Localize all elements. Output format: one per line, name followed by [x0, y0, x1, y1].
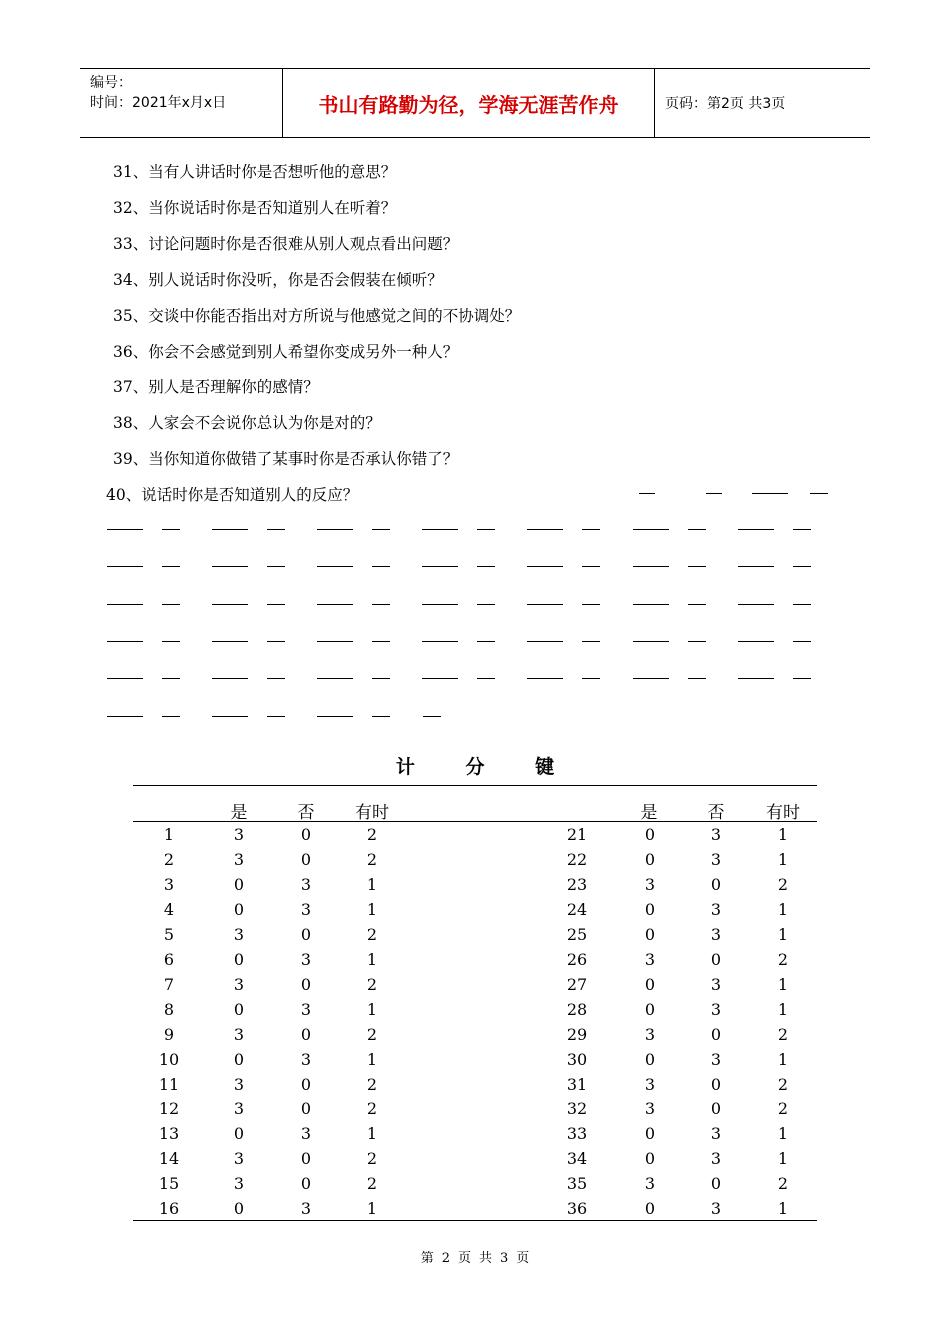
score-value: 0 [644, 825, 656, 844]
dash-line [267, 641, 285, 642]
score-value: 0 [644, 1199, 656, 1219]
score-value: 3 [644, 949, 656, 969]
score-value: 0 [710, 1074, 722, 1094]
header-meta [90, 73, 226, 113]
dash-line [582, 678, 600, 679]
score-value: 0 [300, 924, 312, 944]
question-item: 35、交谈中你能否指出对方所说与他感觉之间的不协调处？ [113, 306, 521, 325]
item-number: 4 [163, 899, 175, 919]
score-value: 0 [644, 849, 656, 869]
scoring-title-char: 分 [465, 756, 485, 778]
item-number: 13 [158, 1124, 180, 1144]
scoring-title-char: 键 [535, 756, 555, 778]
dash-line [422, 529, 458, 530]
scoring-title [0, 752, 950, 779]
dash-line [706, 493, 722, 494]
dash-line [422, 604, 458, 605]
dash-line [107, 716, 143, 717]
score-value: 2 [366, 849, 378, 869]
score-value: 3 [233, 1074, 245, 1094]
score-value: 3 [710, 825, 722, 844]
score-value: 0 [300, 1149, 312, 1169]
item-number: 15 [158, 1174, 180, 1194]
dash-line [372, 604, 390, 605]
dash-line [372, 678, 390, 679]
score-value: 3 [300, 999, 312, 1019]
item-number: 5 [163, 924, 175, 944]
item-number: 26 [566, 949, 588, 969]
dash-line [317, 566, 353, 567]
footer-text: 共 [479, 1251, 493, 1266]
item-number: 30 [566, 1049, 588, 1069]
score-value: 3 [710, 1149, 722, 1169]
item-number: 11 [158, 1074, 180, 1094]
score-value: 3 [710, 999, 722, 1019]
footer-page-number: 2 [441, 1251, 450, 1266]
score-value: 2 [366, 1074, 378, 1094]
score-value: 3 [710, 974, 722, 994]
score-value: 2 [777, 949, 789, 969]
dash-line [107, 641, 143, 642]
score-value: 1 [777, 849, 789, 869]
score-value: 3 [300, 949, 312, 969]
dash-line [212, 716, 248, 717]
score-value: 0 [233, 874, 245, 894]
dash-line [793, 566, 811, 567]
score-value: 1 [777, 974, 789, 994]
dash-line [372, 566, 390, 567]
item-number: 8 [163, 999, 175, 1019]
column-header: 是 [640, 803, 658, 823]
id-label: 编号： [90, 75, 132, 91]
column-header: 否 [707, 803, 725, 823]
footer-text: 第 [420, 1251, 434, 1266]
score-value: 1 [366, 1199, 378, 1219]
score-value: 0 [300, 1074, 312, 1094]
item-number: 28 [566, 999, 588, 1019]
question-item: 33、讨论问题时你是否很难从别人观点看出问题？ [113, 234, 459, 253]
score-value: 3 [710, 924, 722, 944]
score-value: 1 [366, 949, 378, 969]
dash-line [527, 678, 563, 679]
dash-line [582, 604, 600, 605]
score-value: 1 [366, 999, 378, 1019]
item-number: 1 [163, 825, 175, 844]
score-value: 1 [777, 1149, 789, 1169]
score-value: 3 [644, 874, 656, 894]
dash-line [688, 641, 706, 642]
dash-line [317, 716, 353, 717]
dash-line [738, 678, 774, 679]
item-number: 25 [566, 924, 588, 944]
question-item: 34、别人说话时你没听，你是否会假装在倾听？ [113, 270, 443, 289]
page-footer [0, 1247, 950, 1266]
score-value: 2 [777, 1074, 789, 1094]
score-value: 0 [710, 874, 722, 894]
score-value: 0 [233, 899, 245, 919]
question-item: 38、人家会不会说你总认为你是对的？ [113, 414, 381, 433]
score-value: 1 [366, 1124, 378, 1144]
scoring-title-char: 计 [395, 756, 415, 778]
item-number: 34 [566, 1149, 588, 1169]
score-value: 0 [300, 974, 312, 994]
score-value: 2 [366, 1024, 378, 1044]
score-value: 0 [300, 1024, 312, 1044]
dash-line [793, 641, 811, 642]
dash-line [810, 493, 828, 494]
score-value: 0 [644, 1049, 656, 1069]
score-value: 0 [233, 1199, 245, 1219]
score-value: 0 [233, 1124, 245, 1144]
footer-text: 页 [516, 1251, 530, 1266]
score-value: 3 [710, 849, 722, 869]
score-value: 1 [777, 999, 789, 1019]
dash-line [752, 493, 788, 494]
dash-line [738, 566, 774, 567]
score-value: 3 [233, 924, 245, 944]
score-value: 2 [777, 1024, 789, 1044]
score-value: 3 [644, 1099, 656, 1119]
item-number: 21 [566, 825, 588, 844]
item-number: 12 [158, 1099, 180, 1119]
page-header [80, 68, 870, 138]
footer-total-pages: 3 [500, 1251, 509, 1266]
table-bottom-rule [133, 1220, 817, 1221]
dash-line [423, 716, 441, 717]
dash-line [527, 604, 563, 605]
date-label: 时间：2021年x月x日 [90, 95, 227, 111]
score-value: 3 [300, 1049, 312, 1069]
score-value: 3 [233, 825, 245, 844]
dash-line [527, 566, 563, 567]
table-top-rule [133, 785, 817, 786]
score-value: 0 [710, 1024, 722, 1044]
dash-line [107, 604, 143, 605]
score-value: 2 [777, 874, 789, 894]
score-value: 2 [366, 1174, 378, 1194]
question-item: 40、说话时你是否知道别人的反应？ [106, 486, 359, 505]
item-number: 6 [163, 949, 175, 969]
score-value: 0 [233, 949, 245, 969]
footer-text: 页 [457, 1251, 471, 1266]
dash-line [477, 529, 495, 530]
dash-line [477, 566, 495, 567]
item-number: 27 [566, 974, 588, 994]
dash-line [633, 529, 669, 530]
dash-line [267, 678, 285, 679]
dash-line [372, 716, 390, 717]
score-value: 2 [366, 825, 378, 844]
score-value: 0 [300, 825, 312, 844]
item-number: 32 [566, 1099, 588, 1119]
dash-line [267, 529, 285, 530]
item-number: 31 [566, 1074, 588, 1094]
item-number: 33 [566, 1124, 588, 1144]
dash-line [107, 678, 143, 679]
score-value: 3 [300, 899, 312, 919]
item-number: 16 [158, 1199, 180, 1219]
score-value: 0 [644, 999, 656, 1019]
score-value: 1 [366, 1049, 378, 1069]
dash-line [107, 566, 143, 567]
motto: 书山有路勤为径，学海无涯苦作舟 [318, 92, 619, 117]
score-value: 1 [777, 899, 789, 919]
dash-line [317, 641, 353, 642]
dash-line [477, 604, 495, 605]
score-value: 0 [710, 1174, 722, 1194]
dash-line [162, 566, 180, 567]
score-value: 1 [777, 1049, 789, 1069]
dash-line [372, 641, 390, 642]
dash-line [688, 566, 706, 567]
score-value: 1 [366, 899, 378, 919]
dash-line [267, 566, 285, 567]
dash-line [527, 529, 563, 530]
dash-line [527, 641, 563, 642]
score-value: 0 [233, 999, 245, 1019]
dash-line [212, 529, 248, 530]
score-value: 1 [777, 924, 789, 944]
dash-line [317, 604, 353, 605]
dash-line [688, 678, 706, 679]
dash-line [582, 566, 600, 567]
score-value: 3 [644, 1024, 656, 1044]
score-value: 3 [233, 1024, 245, 1044]
dash-line [582, 641, 600, 642]
dash-line [162, 716, 180, 717]
item-number: 35 [566, 1174, 588, 1194]
score-value: 0 [710, 949, 722, 969]
question-item: 39、当你知道你做错了某事时你是否承认你错了？ [113, 450, 459, 469]
dash-line [422, 678, 458, 679]
dash-line [688, 529, 706, 530]
dash-line [107, 529, 143, 530]
score-value: 3 [233, 1099, 245, 1119]
item-number: 10 [158, 1049, 180, 1069]
dash-line [317, 529, 353, 530]
score-value: 0 [644, 899, 656, 919]
score-value: 0 [710, 1099, 722, 1119]
score-value: 3 [710, 899, 722, 919]
item-number: 29 [566, 1024, 588, 1044]
score-value: 3 [710, 1124, 722, 1144]
score-value: 0 [644, 924, 656, 944]
score-value: 3 [233, 974, 245, 994]
score-value: 3 [710, 1049, 722, 1069]
header-divider [654, 69, 655, 137]
dash-line [793, 529, 811, 530]
dash-line [267, 604, 285, 605]
dash-line [477, 678, 495, 679]
dash-line [633, 678, 669, 679]
dash-line [162, 678, 180, 679]
score-value: 1 [366, 874, 378, 894]
column-header: 有时 [355, 803, 389, 823]
score-value: 3 [233, 1174, 245, 1194]
dash-line [477, 641, 495, 642]
score-value: 3 [644, 1074, 656, 1094]
item-number: 2 [163, 849, 175, 869]
dash-line [212, 678, 248, 679]
item-number: 24 [566, 899, 588, 919]
dash-line [372, 529, 390, 530]
item-number: 23 [566, 874, 588, 894]
item-number: 3 [163, 874, 175, 894]
dash-line [162, 604, 180, 605]
score-value: 0 [644, 1124, 656, 1144]
page-label: 页码：第2页 共3页 [665, 96, 786, 112]
score-value: 1 [777, 1124, 789, 1144]
question-item: 37、别人是否理解你的感情？ [113, 378, 319, 397]
dash-line [162, 529, 180, 530]
score-value: 0 [644, 974, 656, 994]
dash-line [639, 493, 655, 494]
item-number: 36 [566, 1199, 588, 1219]
score-value: 3 [300, 1124, 312, 1144]
score-value: 0 [300, 1174, 312, 1194]
score-value: 1 [777, 1199, 789, 1219]
dash-line [738, 604, 774, 605]
score-value: 2 [366, 1149, 378, 1169]
question-item: 32、当你说话时你是否知道别人在听着？ [113, 198, 397, 217]
dash-line [212, 566, 248, 567]
question-item: 36、你会不会感觉到别人希望你变成另外一种人？ [113, 342, 459, 361]
score-value: 2 [366, 974, 378, 994]
dash-line [422, 641, 458, 642]
dash-line [633, 604, 669, 605]
score-value: 0 [233, 1049, 245, 1069]
dash-line [162, 641, 180, 642]
dash-line [582, 529, 600, 530]
column-header: 是 [230, 803, 248, 823]
dash-line [793, 604, 811, 605]
item-number: 9 [163, 1024, 175, 1044]
score-value: 2 [366, 924, 378, 944]
dash-line [793, 678, 811, 679]
dash-line [633, 641, 669, 642]
item-number: 22 [566, 849, 588, 869]
column-header: 否 [297, 803, 315, 823]
score-value: 0 [300, 1099, 312, 1119]
question-item: 31、当有人讲话时你是否想听他的意思？ [113, 163, 397, 181]
item-number: 14 [158, 1149, 180, 1169]
score-value: 2 [366, 1099, 378, 1119]
score-value: 3 [644, 1174, 656, 1194]
dash-line [422, 566, 458, 567]
dash-line [738, 641, 774, 642]
dash-line [688, 604, 706, 605]
item-number: 7 [163, 974, 175, 994]
score-value: 2 [777, 1099, 789, 1119]
dash-line [738, 529, 774, 530]
dash-line [317, 678, 353, 679]
score-value: 3 [710, 1199, 722, 1219]
dash-line [633, 566, 669, 567]
dash-line [267, 716, 285, 717]
score-value: 3 [300, 1199, 312, 1219]
score-value: 1 [777, 825, 789, 844]
score-value: 3 [300, 874, 312, 894]
score-value: 2 [777, 1174, 789, 1194]
column-header: 有时 [766, 803, 800, 823]
score-value: 0 [644, 1149, 656, 1169]
score-value: 0 [300, 849, 312, 869]
dash-line [212, 604, 248, 605]
score-value: 3 [233, 849, 245, 869]
score-value: 3 [233, 1149, 245, 1169]
dash-line [212, 641, 248, 642]
